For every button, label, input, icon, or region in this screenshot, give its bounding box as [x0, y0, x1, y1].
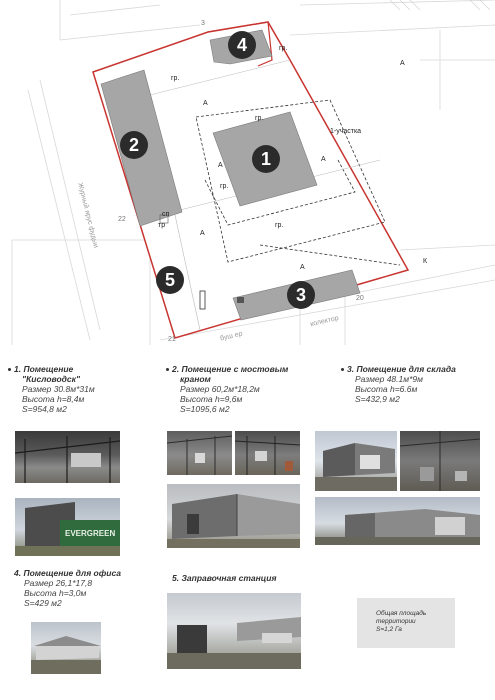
photo-building-2-interior-right [235, 431, 300, 475]
section-line: S=429 м2 [24, 598, 62, 608]
photo-building-3-exterior [315, 431, 397, 491]
section-4-info [14, 568, 164, 608]
photo-building-3-long-view [315, 497, 480, 545]
plan-label-k: К [423, 258, 428, 265]
photo-building-4-container [15, 498, 120, 556]
section-title: 3. Помещение для склада [347, 364, 456, 374]
plan-label-gr: гр. [279, 45, 288, 52]
plan-label-a: А [218, 162, 223, 169]
section-title: краном [180, 374, 211, 384]
marker-3: 3 [287, 281, 315, 309]
plan-label-sp: сп [162, 211, 170, 218]
plan-label-lot: 1-участка [330, 128, 362, 135]
section-title: 5. Заправочная станция [172, 573, 277, 583]
section-1-info [8, 364, 158, 414]
photo-office-building [31, 622, 101, 674]
photo-building-1-interior [15, 431, 120, 483]
section-3-info [341, 364, 493, 404]
street-label: Журный ярус фудыи [76, 182, 100, 249]
plan-label-gr: гр. [171, 75, 180, 82]
section-line: Высота h=8,4м [22, 394, 85, 404]
street-number: 21 [168, 336, 176, 343]
street-label: колектор [309, 314, 340, 329]
plan-label-a: А [400, 60, 405, 67]
section-line: Высота h=6.6м [355, 384, 418, 394]
section-line: Размер 48.1м*9м [355, 374, 423, 384]
section-2-info [166, 364, 336, 414]
marker-4: 4 [228, 31, 256, 59]
plan-label-gr: гр. [255, 115, 264, 122]
marker-2: 2 [120, 131, 148, 159]
section-line: Высота h=3,0м [24, 588, 87, 598]
section-title: 4. Помещение для офиса [14, 568, 121, 578]
photo-building-3-interior [400, 431, 480, 491]
section-title: 2. Помещение с мостовым [172, 364, 289, 374]
street-label: буш ер [219, 330, 244, 343]
plan-label-a: А [321, 156, 326, 163]
summary-line: территории [376, 618, 416, 625]
section-line: S=1095,6 м2 [180, 404, 230, 414]
section-line: Размер 26,1*17,8 [24, 578, 93, 588]
plan-label-gr: гр. [220, 183, 229, 190]
container-label: EVERGREEN [65, 529, 116, 538]
section-title: 1. Помещение [14, 364, 74, 374]
section-line: S=954,8 м2 [22, 404, 67, 414]
plan-label-a: А [200, 230, 205, 237]
section-line: Размер 30.8м*31м [22, 384, 95, 394]
marker-5: 5 [156, 266, 184, 294]
plan-label-tr: тр [158, 222, 166, 229]
summary-line: Общая площадь [376, 610, 427, 617]
photo-fuel-station [167, 593, 301, 669]
street-number: 3 [201, 20, 205, 27]
summary-area: S=1,2 Га [376, 626, 402, 633]
street-number: 22 [118, 216, 126, 223]
section-5-info [172, 573, 332, 583]
section-line: Размер 60,2м*18,2м [180, 384, 260, 394]
street-number: 20 [356, 295, 364, 302]
plan-label-a: А [300, 264, 305, 271]
section-line: Высота h=9,6м [180, 394, 243, 404]
marker-1: 1 [252, 145, 280, 173]
section-line: S=432,9 м2 [355, 394, 400, 404]
total-area-box [357, 598, 455, 648]
plan-label-gr: гр. [275, 222, 284, 229]
plan-label-a: А [203, 100, 208, 107]
photo-building-2-exterior [167, 484, 300, 548]
photo-building-2-interior-left [167, 431, 232, 475]
section-title: "Кисловодск" [22, 374, 80, 384]
